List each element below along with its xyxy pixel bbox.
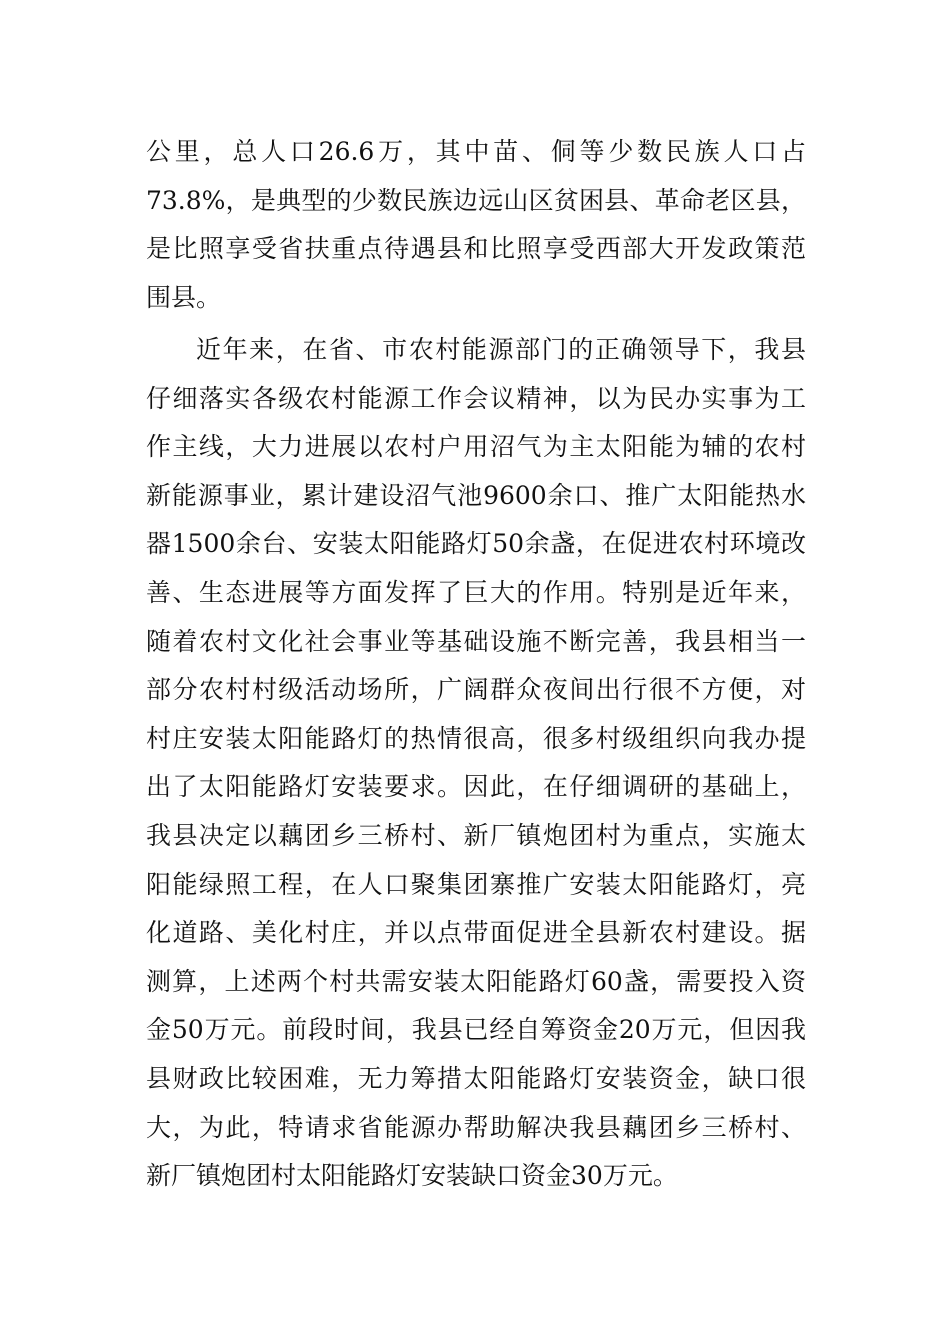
text-line: 新能源事业，累计建设沼气池9600余口、推广太阳能热水 [146,480,806,510]
text-line: 73.8%，是典型的少数民族边远山区贫困县、革命老区县， [146,185,806,215]
text-line: 器1500余台、安装太阳能路灯50余盏，在促进农村环境改 [146,529,806,559]
text-line: 随着农村文化社会事业等基础设施不断完善，我县相当一 [146,626,806,656]
text-line: 县财政比较困难，无力筹措太阳能路灯安装资金，缺口很 [146,1063,806,1093]
text-line: 测算，上述两个村共需安装太阳能路灯60盏，需要投入资 [146,966,806,996]
text-line: 作主线，大力进展以农村户用沼气为主太阳能为辅的农村 [146,432,806,462]
text-line: 部分农村村级活动场所，广阔群众夜间出行很不方便，对 [146,675,806,705]
text-line: 新厂镇炮团村太阳能路灯安装缺口资金30万元。 [146,1161,678,1191]
text-line: 围县。 [146,282,222,312]
paragraph-2 [146,326,806,1201]
text-line: 近年来，在省、市农村能源部门的正确领导下，我县 [196,335,806,364]
text-line: 仔细落实各级农村能源工作会议精神，以为民办实事为工 [146,383,806,413]
text-line: 出了太阳能路灯安装要求。因此，在仔细调研的基础上， [146,772,806,802]
text-line: 是比照享受省扶重点待遇县和比照享受西部大开发政策范 [146,234,806,264]
text-line: 我县决定以藕团乡三桥村、新厂镇炮团村为重点，实施太 [146,820,806,850]
text-line: 公里，总人口26.6万，其中苗、侗等少数民族人口占 [146,137,806,166]
text-line: 化道路、美化村庄，并以点带面促进全县新农村建设。据 [146,918,806,948]
text-line: 大，为此，特请求省能源办帮助解决我县藕团乡三桥村、 [146,1112,806,1142]
text-line: 阳能绿照工程，在人口聚集团寨推广安装太阳能路灯，亮 [146,869,806,899]
text-line: 金50万元。前段时间，我县已经自筹资金20万元，但因我 [146,1015,806,1045]
paragraph-1 [146,128,806,322]
text-line: 村庄安装太阳能路灯的热情很高，很多村级组织向我办提 [146,723,806,753]
text-line: 善、生态进展等方面发挥了巨大的作用。特别是近年来， [146,577,806,607]
